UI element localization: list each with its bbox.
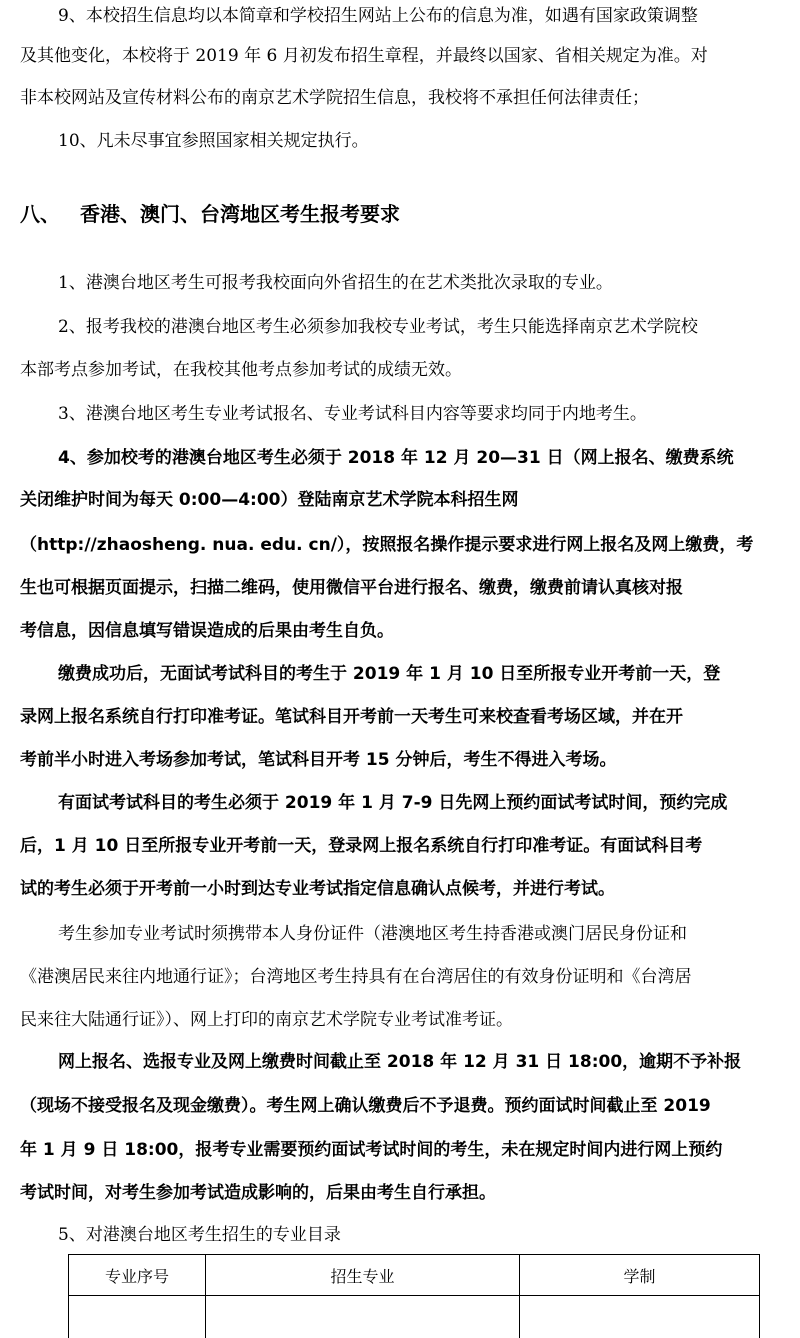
- table-cell: [206, 1296, 520, 1338]
- para7-line2: 《港澳居民来往内地通行证》；台湾地区考生持具有在台湾居住的有效身份证明和《台湾居: [20, 966, 780, 988]
- para4-line1: 4、参加校考的港澳台地区考生必须于 2018 年 12 月 20—31 日（网上报名、缴费系统: [58, 447, 780, 469]
- table-cell: [69, 1296, 206, 1338]
- item9-line1: 9、本校招生信息均以本简章和学校招生网站上公布的信息为准，如遇有国家政策调整: [58, 5, 780, 27]
- para4-line5: 考信息，因信息填写错误造成的后果由考生自负。: [20, 620, 780, 642]
- section-number: 八、: [20, 201, 80, 227]
- table-row: [69, 1296, 760, 1338]
- para6-line3: 试的考生必须于开考前一小时到达专业考试指定信息确认点候考，并进行考试。: [20, 878, 780, 900]
- section-title: 香港、澳门、台湾地区考生报考要求: [80, 202, 400, 226]
- section-heading: [20, 201, 400, 227]
- header-major-name: 招生专业: [206, 1255, 520, 1296]
- para7-line3: 民来往大陆通行证》）、网上打印的南京艺术学院专业考试准考证。: [20, 1009, 780, 1031]
- table-header-row: [69, 1255, 760, 1296]
- header-major-number: 专业序号: [69, 1255, 206, 1296]
- para5-line1: 缴费成功后，无面试考试科目的考生于 2019 年 1 月 10 日至所报专业开考前一天，登: [58, 663, 780, 685]
- para6-line1: 有面试考试科目的考生必须于 2019 年 1 月 7-9 日先网上预约面试考试时间，预约完成: [58, 792, 780, 814]
- table-cell: [520, 1296, 760, 1338]
- header-duration: 学制: [520, 1255, 760, 1296]
- para8-line2: （现场不接受报名及现金缴费）。考生网上确认缴费后不予退费。预约面试时间截止至 2019: [20, 1095, 780, 1117]
- para8-line4: 考试时间，对考生参加考试造成影响的，后果由考生自行承担。: [20, 1182, 780, 1204]
- para7-line1: 考生参加专业考试时须携带本人身份证件（港澳地区考生持香港或澳门居民身份证和: [58, 923, 780, 945]
- para4-line3: （http://zhaosheng. nua. edu. cn/），按照报名操作提示要求进行网上报名及网上缴费，考: [20, 534, 780, 556]
- para5-line3: 考前半小时进入考场参加考试，笔试科目开考 15 分钟后，考生不得进入考场。: [20, 749, 780, 771]
- para2-line1: 2、报考我校的港澳台地区考生必须参加我校专业考试，考生只能选择南京艺术学院校: [58, 316, 780, 338]
- para8-line3: 年 1 月 9 日 18:00，报考专业需要预约面试考试时间的考生，未在规定时间内进行网上预约: [20, 1139, 780, 1161]
- para4-line4: 生也可根据页面提示，扫描二维码，使用微信平台进行报名、缴费，缴费前请认真核对报: [20, 577, 780, 599]
- para9-line: 5、对港澳台地区考生招生的专业目录: [58, 1224, 780, 1246]
- para1-line: 1、港澳台地区考生可报考我校面向外省招生的在艺术类批次录取的专业。: [58, 272, 780, 294]
- para5-line2: 录网上报名系统自行打印准考证。笔试科目开考前一天考生可来校查看考场区域，并在开: [20, 706, 780, 728]
- item10-line: 10、凡未尽事宜参照国家相关规定执行。: [58, 130, 780, 152]
- item9-line2: 及其他变化，本校将于 2019 年 6 月初发布招生章程，并最终以国家、省相关规定为准。对: [20, 45, 780, 67]
- para2-line2: 本部考点参加考试，在我校其他考点参加考试的成绩无效。: [20, 359, 780, 381]
- para8-line1: 网上报名、选报专业及网上缴费时间截止至 2018 年 12 月 31 日 18:00，逾期不予补报: [58, 1051, 780, 1073]
- para3-line: 3、港澳台地区考生专业考试报名、专业考试科目内容等要求均同于内地考生。: [58, 403, 780, 425]
- para6-line2: 后，1 月 10 日至所报专业开考前一天，登录网上报名系统自行打印准考证。有面试科目考: [20, 835, 780, 857]
- item9-line3: 非本校网站及宣传材料公布的南京艺术学院招生信息，我校将不承担任何法律责任；: [20, 87, 780, 109]
- majors-table: [68, 1254, 760, 1338]
- para4-line2: 关闭维护时间为每天 0:00—4:00）登陆南京艺术学院本科招生网: [20, 489, 780, 511]
